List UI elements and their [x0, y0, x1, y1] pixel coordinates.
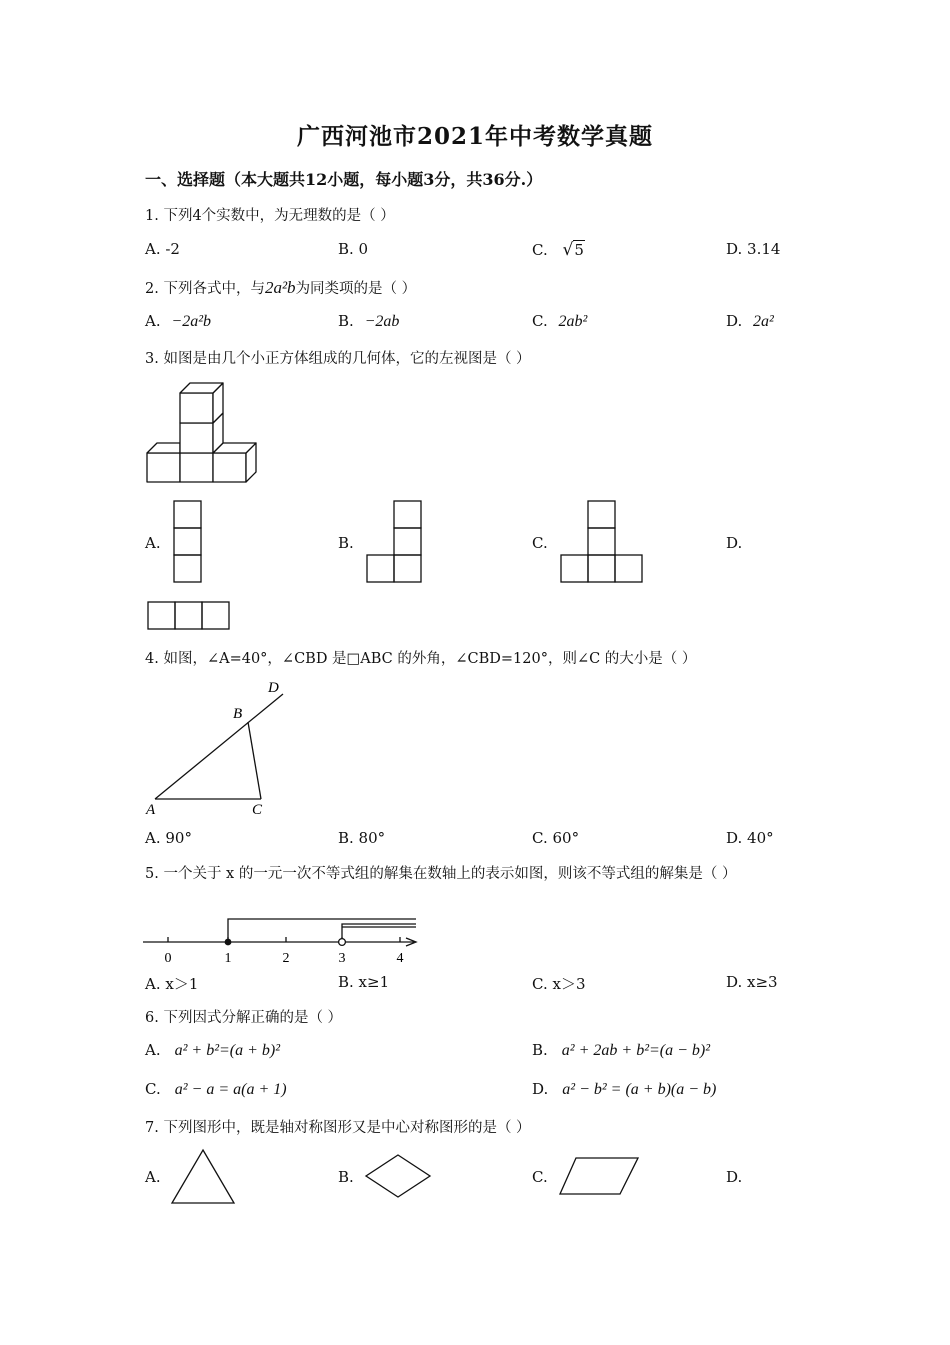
cube-bottom-left-top — [147, 443, 180, 453]
sqrt-radicand: 5 — [574, 241, 584, 259]
q1-option-c: C. √5 — [532, 240, 584, 260]
q2-option-d: D. 2a² — [726, 312, 774, 330]
tick-label-2: 2 — [282, 951, 290, 966]
question-4-stem: 4. 如图，∠A=40°，∠CBD 是□ABC 的外角，∠CBD=120°，则∠C 的大小是（ ） — [145, 651, 697, 667]
question-3-stem: 3. 如图是由几个小正方体组成的几何体，它的左视图是（ ） — [145, 351, 531, 367]
q7-option-b-label: B. — [338, 1168, 354, 1186]
closed-point-at-1 — [225, 939, 232, 946]
tick-label-4: 4 — [396, 951, 404, 966]
sqrt-sign: √ — [562, 240, 574, 260]
q7-option-a-triangle — [170, 1148, 236, 1206]
q7-option-b-rhombus — [364, 1153, 432, 1199]
section-heading: 一、选择题（本大题共12小题，每小题3分，共36分.） — [145, 170, 543, 189]
page-title: 广西河池市2021年中考数学真题 — [296, 123, 653, 150]
q3-option-b-figure — [366, 500, 424, 584]
cube-bottom-left — [147, 453, 180, 482]
q7-option-a-label: A. — [145, 1168, 161, 1186]
q6-option-b: B. a² + 2ab + b²=(a − b)² — [532, 1041, 711, 1059]
q3-option-b-label: B. — [338, 534, 354, 552]
question-6-stem: 6. 下列因式分解正确的是（ ） — [145, 1010, 343, 1026]
segment-bc — [248, 722, 261, 799]
q5-option-d: D. x≥3 — [726, 973, 778, 991]
cube-bottom-middle — [180, 453, 213, 482]
q1-option-b: B. 0 — [338, 240, 369, 258]
q7-option-c-label: C. — [532, 1168, 548, 1186]
question-1-stem: 1. 下列4个实数中，为无理数的是（ ） — [145, 208, 395, 224]
q3-option-c-figure — [560, 500, 645, 584]
label-point-a: A — [146, 802, 156, 818]
q3-option-a-label: A. — [145, 534, 161, 552]
q2-target-expression: 2a²b — [264, 278, 296, 297]
line-a-to-d — [155, 694, 283, 799]
q3-option-c-label: C. — [532, 534, 548, 552]
q2-option-b: B. −2ab — [338, 312, 400, 330]
q4-option-d: D. 40° — [726, 829, 774, 847]
q4-option-c: C. 60° — [532, 829, 580, 847]
tick-label-3: 3 — [338, 951, 346, 966]
q5-option-b: B. x≥1 — [338, 973, 390, 991]
label-point-b: B — [233, 706, 243, 722]
q7-option-c-parallelogram — [558, 1156, 640, 1196]
q5-option-c: C. x＞3 — [532, 975, 586, 993]
q6-option-d: D. a² − b² = (a + b)(a − b) — [532, 1080, 717, 1098]
q5-number-line — [140, 910, 425, 970]
q6-option-c: C. a² − a = a(a + 1) — [145, 1080, 287, 1098]
q4-option-a: A. 90° — [145, 829, 192, 847]
cube-top — [180, 393, 213, 423]
q4-option-b: B. 80° — [338, 829, 386, 847]
q3-option-a-figure — [173, 500, 203, 584]
q2-option-c: C. 2ab² — [532, 312, 588, 330]
q3-option-d-label: D. — [726, 534, 743, 552]
q5-option-a: A. x＞1 — [145, 975, 199, 993]
cube-middle — [180, 423, 213, 453]
ray-from-1 — [228, 919, 416, 942]
q7-option-d-label: D. — [726, 1168, 743, 1186]
question-5-stem: 5. 一个关于 x 的一元一次不等式组的解集在数轴上的表示如图，则该不等式组的解集是（ ） — [145, 866, 737, 882]
q4-triangle-figure — [140, 675, 300, 820]
label-point-c: C — [252, 802, 263, 818]
q3-option-d-figure — [147, 601, 233, 631]
q1-option-a: A. -2 — [145, 240, 180, 258]
cube-bottom-right — [213, 453, 246, 482]
tick-label-1: 1 — [224, 951, 232, 966]
question-7-stem: 7. 下列图形中，既是轴对称图形又是中心对称图形的是（ ） — [145, 1120, 531, 1136]
tick-label-0: 0 — [164, 951, 172, 966]
open-point-at-3 — [339, 939, 346, 946]
q6-option-a: A. a² + b²=(a + b)² — [145, 1041, 281, 1059]
q3-solid-figure — [145, 378, 265, 484]
q2-option-a: A. −2a²b — [145, 312, 211, 330]
question-2-stem: 2. 下列各式中，与2a²b为同类项的是（ ） — [145, 278, 417, 297]
label-point-d: D — [268, 680, 279, 696]
q1-option-d: D. 3.14 — [726, 240, 781, 258]
